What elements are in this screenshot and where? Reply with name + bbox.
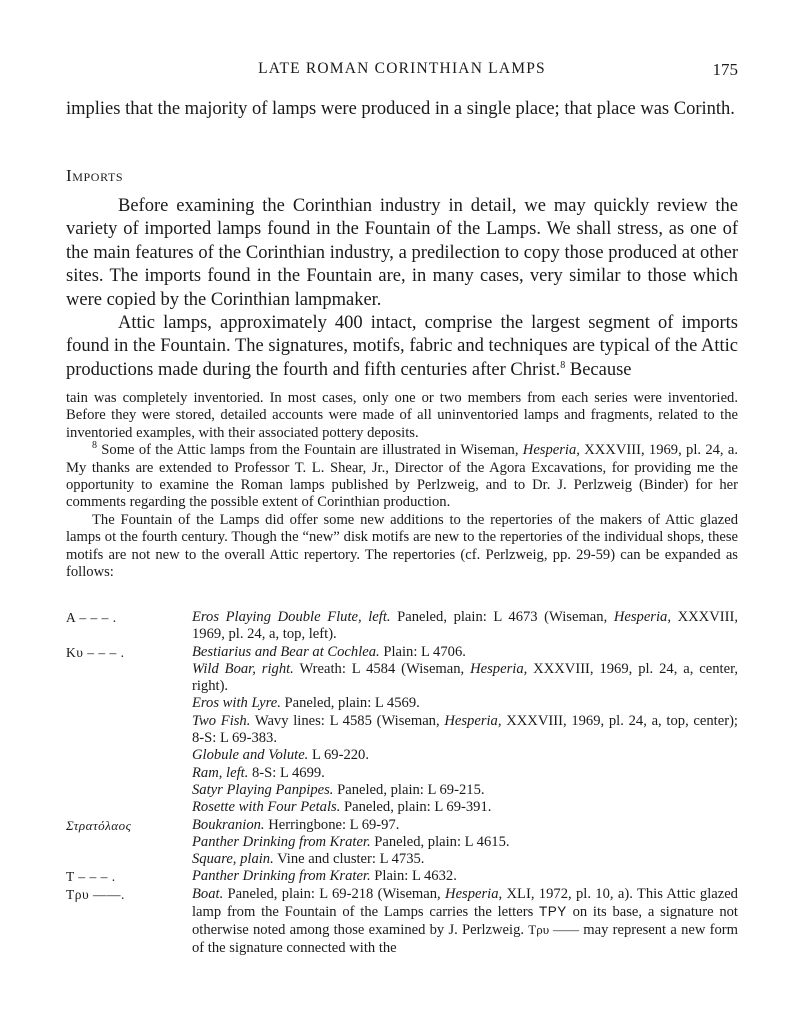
base-letters: TPY	[539, 904, 567, 920]
entry-detail: XLI, 1972, pl. 10, a).	[502, 885, 633, 902]
signature-spacer	[66, 851, 192, 868]
entry-text	[192, 782, 738, 799]
entry-text	[192, 765, 738, 782]
entry-text	[192, 747, 738, 764]
entry-detail: Wavy lines: L 4585 (Wiseman,	[250, 712, 445, 729]
catalogue-entry	[66, 747, 738, 764]
signature-label: Τρυ ——.	[66, 886, 125, 902]
motif-title: Ram, left.	[192, 764, 249, 781]
main-text	[66, 195, 738, 382]
catalogue-entry	[66, 817, 738, 834]
footnote-continued: tain was completely inventoried. In most cases, only one or two members from each series were inventoried. Before they were stored, detailed accounts were made of all uninventoried lamps and fragments, related to the inventoried examples, with their associated pottery deposits.	[66, 390, 738, 441]
footnote-8-text-a: Some of the Attic lamps from the Fountain are illustrated in Wiseman,	[97, 442, 523, 459]
paragraph-2-text: Attic lamps, approximately 400 intact, comprise the largest segment of imports found in the Fountain. The signatures, motifs, fabric and techniques are typical of the Attic productions made during the fourth and fifth centuries after Christ.	[66, 313, 738, 380]
journal: Hesperia,	[444, 712, 502, 729]
signature-label: Στρατόλαος	[66, 817, 132, 833]
section-heading: Imports	[66, 166, 124, 185]
entry-description: may represent a new form of the signature connected with the	[192, 922, 738, 956]
signature-label: Τ – – – .	[66, 869, 116, 885]
entry-detail: Paneled, plain: L 69-391.	[340, 799, 492, 816]
motif-title: Boat.	[192, 885, 224, 902]
motif-title: Eros with Lyre.	[192, 695, 281, 712]
entry-detail: Paneled, plain: L 4569.	[280, 695, 420, 712]
signature-inline: Τρυ ——	[528, 922, 580, 938]
journal: Hesperia,	[613, 609, 671, 625]
running-header	[66, 60, 738, 84]
signature-spacer	[66, 695, 192, 712]
entry-detail: XXXVIII, 1969, pl. 24, a, top, center); 8-S: L 69-383.	[192, 712, 738, 747]
entry-detail: L 69-220.	[308, 747, 370, 764]
footnote-8	[66, 442, 738, 512]
motif-title: Wild Boar, right.	[192, 660, 294, 677]
entry-text	[192, 661, 738, 696]
entry-text	[192, 834, 738, 851]
motif-title: Rosette with Four Petals.	[192, 799, 341, 816]
motif-title: Satyr Playing Panpipes.	[192, 781, 334, 798]
footnote-ref-8: 8	[560, 359, 566, 371]
signature-spacer	[66, 747, 192, 764]
entry-detail: Wreath: L 4584 (Wiseman,	[293, 660, 471, 677]
entry-description: on its base, a signature not otherwise noted among those examined by J. Perlzweig.	[192, 904, 738, 939]
catalogue-entry	[66, 886, 738, 957]
signature-spacer	[66, 661, 192, 696]
entry-text	[192, 609, 738, 644]
entry-text	[192, 868, 738, 885]
signature-spacer	[66, 834, 192, 851]
journal: Hesperia,	[470, 660, 528, 677]
entry-detail: 8-S: L 4699.	[248, 764, 325, 781]
signature-label: A – – – .	[66, 610, 117, 625]
signature-spacer	[66, 713, 192, 748]
entry-detail: Plain: L 4632.	[370, 868, 457, 885]
entry-text	[192, 817, 738, 834]
footnote-paragraph-2: The Fountain of the Lamps did offer some new additions to the repertories of the makers of Attic glazed lamps ot the fourth century. Though the “new” disk motifs are new to the repertories of the individual shops, these motifs are not new to the overall Attic repertory. The repertories (cf. Perlzweig, pp. 29-59) can be expanded as follows:	[66, 511, 738, 581]
footnote-8-number: 8	[92, 440, 97, 452]
footnotes	[66, 390, 738, 581]
signature-spacer	[66, 765, 192, 782]
footnote-8-text-b: XXXVIII, 1969, pl. 24, a. My thanks are extended to Professor T. L. Shear, Jr., Director of the Agora Excavations, for providing me the opportunity to examine the Roman lamps published by Perlzweig, and to Dr. J. Perlzweig (Binder) for her comments regarding the possible extent of Corinthian production.	[66, 442, 738, 511]
catalogue-entry	[66, 765, 738, 782]
motif-title: Globule and Volute.	[192, 747, 309, 764]
journal: Hesperia,	[445, 885, 503, 902]
motif-title: Eros Playing Double Flute, left.	[192, 609, 391, 625]
motif-title: Square, plain.	[192, 851, 274, 868]
entry-detail: Paneled, plain: L 4673 (Wiseman,	[390, 609, 614, 625]
catalogue-entry	[66, 713, 738, 748]
entry-detail: Paneled, plain: L 69-215.	[333, 781, 485, 798]
entry-detail: Plain: L 4706.	[379, 643, 466, 660]
entry-text	[192, 886, 738, 957]
paragraph-2	[66, 312, 738, 382]
entry-text	[192, 799, 738, 816]
catalogue-entry	[66, 834, 738, 851]
catalogue-entry	[66, 644, 738, 661]
footnote-8-journal: Hesperia,	[522, 442, 580, 459]
motif-title: Boukranion.	[192, 816, 265, 833]
entry-description: This Attic glazed lamp from the Fountain of the Lamps carries the letters	[192, 885, 738, 921]
motif-title: Two Fish.	[192, 712, 251, 729]
continued-paragraph	[66, 98, 738, 121]
motif-title: Panther Drinking from Krater.	[192, 868, 371, 885]
entry-text	[192, 644, 738, 661]
catalogue-entry	[66, 868, 738, 885]
catalogue-entry	[66, 851, 738, 868]
entry-detail: Paneled, plain: L 4615.	[370, 833, 510, 850]
running-title: LATE ROMAN CORINTHIAN LAMPS	[258, 60, 546, 77]
catalogue-entry	[66, 695, 738, 712]
entry-detail: Vine and cluster: L 4735.	[273, 851, 425, 868]
catalogue-entry	[66, 799, 738, 816]
paragraph-2-end: Because	[565, 359, 632, 380]
signature-spacer	[66, 782, 192, 799]
entry-detail: XXXVIII, 1969, pl. 24, a, top, left).	[192, 609, 738, 643]
signature-spacer	[66, 799, 192, 816]
catalogue-entry	[66, 782, 738, 799]
catalogue-entry	[66, 661, 738, 696]
entry-detail: XXXVIII, 1969, pl. 24, a, center, right).	[192, 660, 739, 695]
page-number: 175	[712, 60, 738, 79]
paragraph-continued-text: implies that the majority of lamps were produced in a single place; that place was Corinth.	[66, 99, 735, 119]
entry-text	[192, 713, 738, 748]
motif-title: Panther Drinking from Krater.	[192, 833, 371, 850]
catalogue-entry	[66, 609, 738, 644]
entry-detail: Herringbone: L 69-97.	[264, 816, 400, 833]
entry-text	[192, 695, 738, 712]
paragraph-1: Before examining the Corinthian industry in detail, we may quickly review the variety of imported lamps found in the Fountain of the Lamps. We shall stress, as one of the main features of the Corinthian industry, a predilection to copy those produced at other sites. The imports found in the Fountain are, in many cases, very similar to those which were copied by the Corinthian lampmaker.	[66, 196, 738, 310]
entry-text	[192, 851, 738, 868]
catalogue-list	[66, 609, 738, 957]
motif-title: Bestiarius and Bear at Cochlea.	[192, 643, 380, 660]
signature-label: Κυ – – – .	[66, 644, 125, 660]
entry-detail: Paneled, plain: L 69-218 (Wiseman,	[223, 885, 446, 902]
